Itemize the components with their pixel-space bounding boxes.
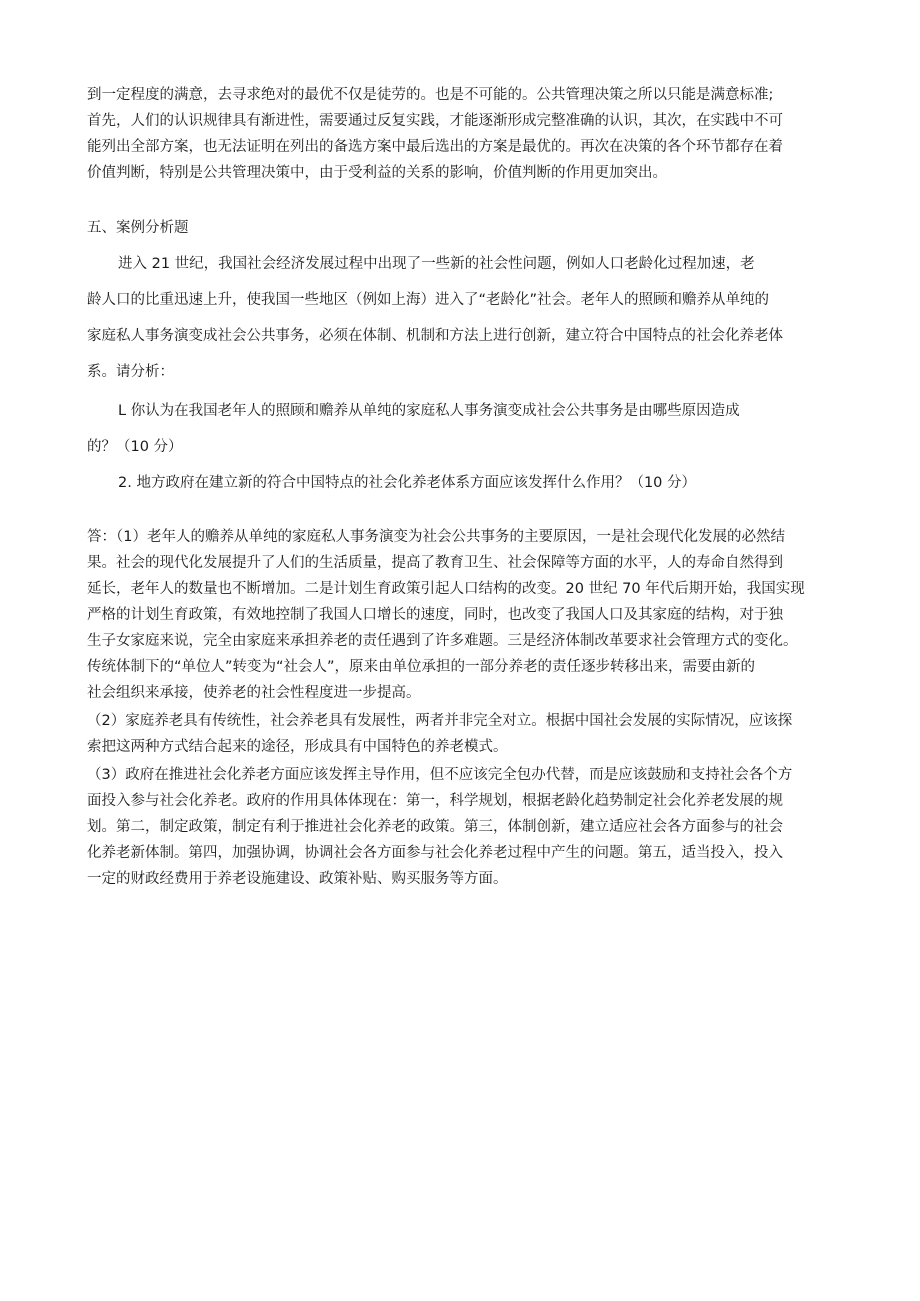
text-line: 传统体制下的“单位人”转变为“社会人”，原来由单位承担的一部分养老的责任逐步转移出来，需要由新的 [87,659,756,675]
text-line: 果。社会的现代化发展提升了人们的生活质量，提高了教育卫生、社会保障等方面的水平，人的寿命自然得到 [87,555,783,571]
text-line: 价值判断，特别是公共管理决策中，由于受利益的关系的影响，价值判断的作用更加突出。 [87,165,667,181]
text-line: 划。第二，制定政策，制定有利于推进社会化养老的政策。第三，体制创新，建立适应社会各方面参与的社会 [87,819,783,835]
text-line: 系。请分析： [87,364,174,380]
text-line: 能列出全部方案，也无法证明在列出的备选方案中最后选出的方案是最优的。再次在决策的各个环节都存在着 [87,139,783,155]
text-line: 生子女家庭来说，完全由家庭来承担养老的责任遇到了许多难题。三是经济体制改革要求社会管理方式的变化。 [87,633,798,649]
text-line: 家庭私人事务演变成社会公共事务，必须在体制、机制和方法上进行创新，建立符合中国特点的社会化养老体 [87,328,783,344]
text-line: 延长，老年人的数量也不断增加。二是计划生育政策引起人口结构的改变。20 世纪 70 年代后期开始，我国实现 [87,581,805,597]
text-line: 化养老新体制。第四，加强协调，协调社会各方面参与社会化养老过程中产生的问题。第五，适当投入，投入 [87,845,783,861]
text-line: 龄人口的比重迅速上升，使我国一些地区（例如上海）进入了“老龄化”社会。老年人的照顾和赡养从单纯的 [87,292,770,308]
text-line: 面投入参与社会化养老。政府的作用具体体现在：第一，科学规划，根据老龄化趋势制定社会化养老发展的规 [87,793,783,809]
text-line: 社会组织来承接，使养老的社会性程度进一步提高。 [87,685,421,701]
text-line: 首先，人们的认识规律具有渐进性，需要通过反复实践，才能逐渐形成完整准确的认识，其次，在实践中不可 [87,113,783,129]
text-line: 一定的财政经费用于养老设施建设、政策补贴、购买服务等方面。 [87,871,508,887]
text-line: 的？（10 分） [87,439,183,455]
text-line: （2）家庭养老具有传统性，社会养老具有发展性，两者并非完全对立。根据中国社会发展的实际情况，应该探 [87,713,793,729]
text-line: 索把这两种方式结合起来的途径，形成具有中国特色的养老模式。 [87,739,508,755]
text-line: 严格的计划生育政策，有效地控制了我国人口增长的速度，同时，也改变了我国人口及其家庭的结构，对于独 [87,607,783,623]
text-line: 进入 21 世纪，我国社会经济发展过程中出现了一些新的社会性问题，例如人口老龄化过程加速，老 [118,256,755,272]
text-line: L 你认为在我国老年人的照顾和赡养从单纯的家庭私人事务演变成社会公共事务是由哪些原因造成 [118,403,740,419]
section-title: 五、案例分析题 [87,220,189,236]
text-line: 答：（1）老年人的赡养从单纯的家庭私人事务演变为社会公共事务的主要原因，一是社会现代化发展的必然结 [87,529,785,545]
question-2: 2. 地方政府在建立新的符合中国特点的社会化养老体系方面应该发挥什么作用？（10 分） [118,475,697,491]
text-line: 到一定程度的满意，去寻求绝对的最优不仅是徒劳的。也是不可能的。公共管理决策之所以只能是满意标准; [87,87,774,103]
text-line: （3）政府在推进社会化养老方面应该发挥主导作用，但不应该完全包办代替，而是应该鼓励和支持社会各个方 [87,767,793,783]
